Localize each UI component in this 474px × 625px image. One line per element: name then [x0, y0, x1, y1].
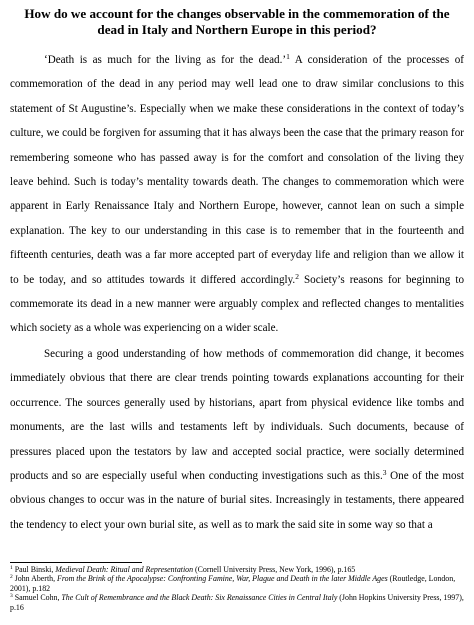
footnote-text: John Aberth,	[12, 574, 58, 584]
paragraph-text: One of the most obvious changes to occur was in the nature of burial sites. Increasingly in testaments, there appeared the tendency to elect your own burial site, as well as to mark the said site in some way so that a	[10, 469, 464, 531]
footnote	[10, 565, 464, 574]
footnote-number: 3	[10, 593, 13, 600]
footnote	[10, 574, 464, 593]
footnote-text: (John Hopkins University Press, 1997), p.16	[10, 593, 464, 612]
footnote-reference: 2	[295, 271, 299, 281]
footnote	[10, 593, 464, 612]
footnote-reference: 1	[286, 52, 290, 61]
paragraph-text: A consideration of the processes of commemoration of the dead in any period may well lead one to draw similar conclusions to this statement of St Augustine’s. Especially when we make these considerations in the context of today’s culture, we could be forgiven for assuming that it has always been the case that the primary reason for remembering someone who has passed away is for the comfort and consolation of the living they leave behind. Such is today’s mentality towards death. The changes to commemoration which were apparent in Early Renaissance Italy and Northern Europe, however, cannot lean on such a simple explanation. The key to our understanding in this case is to remember that in the fourteenth and fifteenth centuries, death was a far more accepted part of everyday life and religion than we allow it to be today, and so attitudes towards it differed accordingly.	[10, 54, 464, 286]
essay-body	[10, 48, 464, 537]
paragraph-text: Society’s reasons for beginning to commemorate its dead in a new manner were arguably complex and reflected changes to mentalities which society as a whole was experiencing on a wider scale.	[10, 273, 465, 335]
essay-title: How do we account for the changes observable in the commemoration of the dead in Italy and Northern Europe in this period?	[24, 6, 450, 37]
footnote-work-title: From the Brink of the Apocalypse: Confronting Famine, War, Plague and Death in the later Middle Ages	[57, 574, 388, 584]
footnote-number: 1	[10, 565, 13, 571]
footnotes	[10, 565, 464, 612]
paragraph-text: Securing a good understanding of how methods of commemoration did change, it becomes immediately obvious that there are clear trends pointing towards explanations accounting for their occurrence. The sources generally used by historians, apart from physical evidence like tombs and monuments, are the last wills and testaments left by individuals. Such documents, because of pressures placed upon the testators by law and accepted social practice, were socially determined products and so are especially useful when conducting investigations such as this.	[10, 347, 464, 482]
footnote-work-title: The Cult of Remembrance and the Black Death: Six Renaissance Cities in Central Italy	[61, 593, 338, 603]
footnote-text: (Routledge, London, 2001), p.182	[10, 574, 456, 593]
footnote-text: Samuel Cohn,	[12, 593, 62, 603]
footnote-text: (Cornell University Press, New York, 1996), p.165	[193, 565, 356, 574]
footnote-divider	[10, 562, 142, 563]
footnote-reference: 3	[382, 467, 387, 477]
paragraph-text: ‘Death is as much for the living as for the dead.’	[44, 54, 287, 66]
footnote-number: 2	[10, 574, 13, 581]
footnote-work-title: Medieval Death: Ritual and Representation	[55, 565, 194, 574]
footnote-text: Paul Binski,	[12, 565, 56, 574]
body-paragraph	[10, 48, 464, 341]
body-paragraph	[10, 342, 464, 537]
